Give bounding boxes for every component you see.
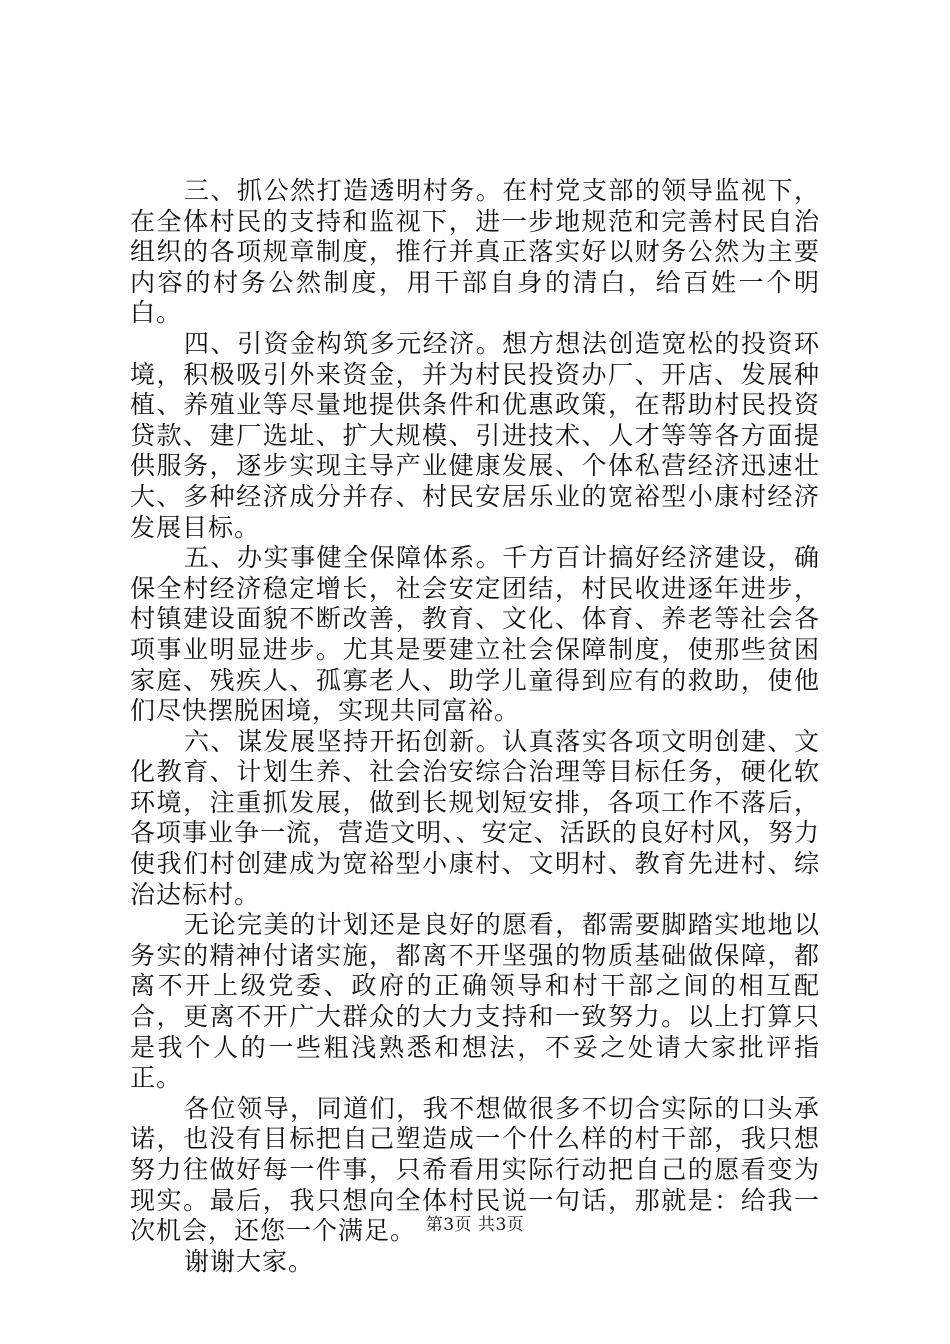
paragraph-closing-pledge: 各位领导，同道们，我不想做很多不切合实际的口头承诺，也没有目标把自己塑造成一个什么样的村干部，我只想努力往做好每一件事，只希看用实际行动把自己的愿看变为现实。最后，我只想向全体村民说一句话，那就是：给我一次机会，还您一个满足。	[130, 1093, 820, 1246]
page-footer: 第3页 共3页	[425, 1215, 525, 1235]
paragraph-section-six: 六、谋发展坚持开拓创新。认真落实各项文明创建、文化教育、计划生养、社会治安综合治理等目标任务，硬化软环境，注重抓发展，做到长规划短安排，各项工作不落后，各项事业争一流，营造文明、、安定、活跃的良好村风，努力使我们村创建成为宽裕型小康村、文明村、教育先进村、综治达标村。	[130, 726, 820, 909]
paragraph-section-five: 五、办实事健全保障体系。千方百计搞好经济建设，确保全村经济稳定增长，社会安定团结，村民收进逐年进步，村镇建设面貌不断改善，教育、文化、体育、养老等社会各项事业明显进步。尤其是要建立社会保障制度，使那些贫困家庭、残疾人、孤寡老人、助学儿童得到应有的救助，使他们尽快摆脱困境，实现共同富裕。	[130, 543, 820, 726]
paragraph-thanks: 谢谢大家。	[184, 1246, 315, 1276]
paragraph-section-three: 三、抓公然打造透明村务。在村党支部的领导监视下，在全体村民的支持和监视下，进一步地规范和完善村民自治组织的各项规章制度，推行并真正落实好以财务公然为主要内容的村务公然制度，用干部自身的清白，给百姓一个明白。	[130, 176, 820, 328]
paragraph-section-four: 四、引资金构筑多元经济。想方想法创造宽松的投资环境，积极吸引外来资金，并为村民投资办厂、开店、发展种植、养殖业等尽量地提供条件和优惠政策，在帮助村民投资贷款、建厂选址、扩大规模、引进技术、人才等等各方面提供服务，逐步实现主导产业健康发展、个体私营经济迅速壮大、多种经济成分并存、村民安居乐业的宽裕型小康村经济发展目标。	[130, 328, 820, 542]
document-body	[130, 176, 820, 1277]
paragraph-conclusion: 无论完美的计划还是良好的愿看，都需要脚踏实地地以务实的精神付诸实施，都离不开坚强的物质基础做保障，都离不开上级党委、政府的正确领导和村干部之间的相互配合，更离不开广大群众的大力支持和一致努力。以上打算只是我个人的一些粗浅熟悉和想法，不妥之处请大家批评指正。	[130, 910, 820, 1093]
